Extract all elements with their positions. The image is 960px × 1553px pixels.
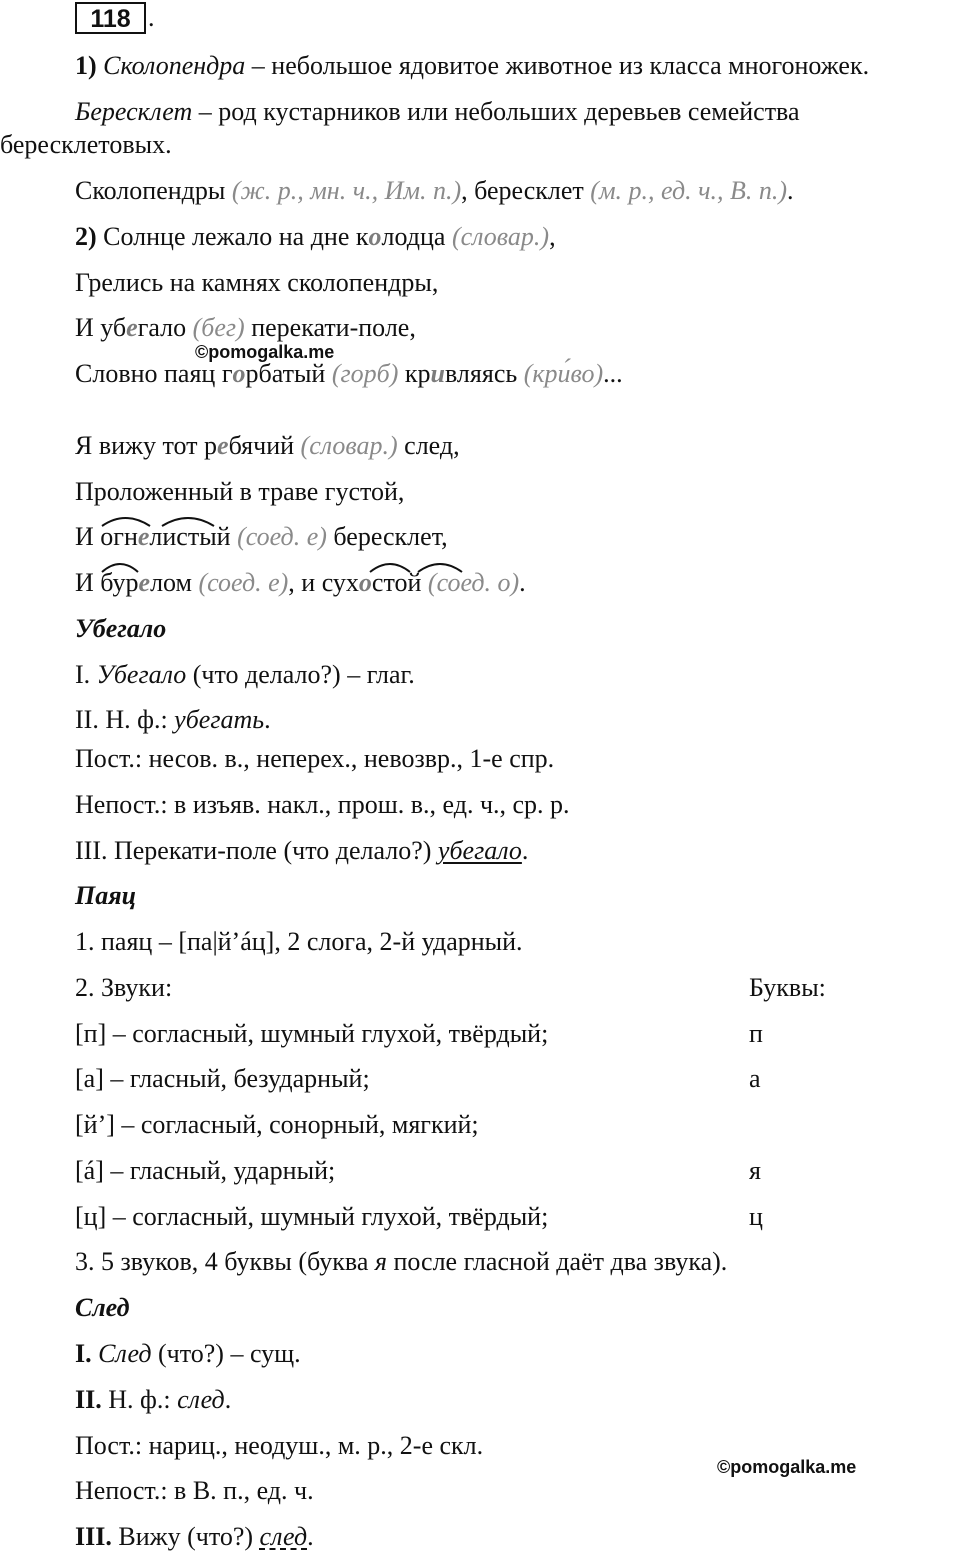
punct: .: [787, 176, 794, 205]
vowel-highlight: е: [126, 313, 138, 342]
punct: .: [519, 568, 526, 597]
text: рбатый: [245, 359, 332, 388]
item-number: 1): [75, 51, 97, 80]
letter-cell: п: [749, 1019, 763, 1048]
text: Солнце лежало на дне к: [96, 222, 369, 251]
sound-row: [ц] – согласный, шумный глухой, твёрдый;: [75, 1202, 549, 1231]
vowel-highlight: о: [232, 359, 246, 388]
predicate: убегало: [437, 836, 522, 865]
note: (словар.): [451, 222, 550, 251]
note: (соед. е): [237, 522, 327, 551]
note: (бег): [192, 313, 245, 342]
punct: .: [224, 1385, 232, 1414]
text: бересклет,: [326, 522, 448, 551]
poem-line-2: Грелись на камнях сколопендры,: [75, 268, 439, 297]
text: после гласной даёт два звука).: [386, 1247, 728, 1276]
text: гало: [137, 313, 193, 342]
letter-cell: а: [749, 1064, 761, 1093]
text: (что делало?) – глаг.: [186, 660, 415, 689]
poem-line-1: [75, 221, 556, 253]
analysis-line: [75, 1384, 231, 1416]
vowel-highlight: о: [358, 568, 372, 597]
poem2-line-4: [75, 567, 526, 599]
analysis-line: [75, 704, 271, 736]
note: (кри́во): [523, 359, 604, 388]
definition-euonymus-cont: бересклетовых.: [0, 130, 172, 159]
phonetic-line: 1. паяц – [па|й’áц], 2 слога, 2-й ударный.: [75, 927, 523, 956]
heading-payats: Паяц: [75, 881, 137, 910]
punct: ,: [549, 222, 556, 251]
text: лодца: [381, 222, 452, 251]
text: вляясь: [445, 359, 524, 388]
grammar-note: (ж. р., мн. ч., Им. п.): [231, 176, 462, 205]
heading-sled: След: [75, 1293, 130, 1322]
grammar-notes: [75, 175, 794, 207]
word: Сколопендры: [75, 176, 232, 205]
text: перекати-поле,: [244, 313, 416, 342]
analysis-line: Пост.: несов. в., неперех., невозвр., 1-е спр.: [75, 744, 555, 773]
watermark: ©pomogalka.me: [195, 342, 335, 362]
roman-numeral: II.: [75, 1385, 102, 1414]
roman-numeral: I.: [75, 660, 97, 689]
vowel-highlight: и: [430, 359, 445, 388]
text: (что?) – сущ.: [151, 1339, 301, 1368]
text: стой: [371, 568, 428, 597]
note: (словар.): [300, 431, 398, 460]
text: лом: [150, 568, 199, 597]
letter: я: [374, 1247, 387, 1276]
analysis-line: [75, 1521, 314, 1553]
poem-line-3: [75, 312, 416, 344]
analysis-line: [75, 1338, 301, 1370]
note: (соед. о): [427, 568, 520, 597]
punct: .: [521, 836, 529, 865]
text: 3. 5 звуков, 4 буквы (буква: [75, 1247, 375, 1276]
letter-cell: я: [749, 1156, 761, 1185]
analysis-line: Непост.: в изъяв. накл., прош. в., ед. ч., ср. р.: [75, 790, 570, 819]
grammar-note: (м. р., ед. ч., В. п.): [590, 176, 788, 205]
text: след,: [397, 431, 460, 460]
roman-numeral: III.: [75, 1522, 112, 1551]
sound-row: [п] – согласный, шумный глухой, твёрдый;: [75, 1019, 549, 1048]
poem2-line-2: Проложенный в траве густой,: [75, 477, 405, 506]
punct: ...: [603, 359, 623, 388]
analysis-line: [75, 835, 528, 867]
poem2-line-1: [75, 430, 460, 462]
note: (соед. е): [198, 568, 289, 597]
term: Бересклет: [75, 97, 193, 126]
sound-row: [а] – гласный, безударный;: [75, 1064, 370, 1093]
definition-scolopendra: [75, 50, 869, 82]
text: Словно паяц г: [75, 359, 233, 388]
word: , бересклет: [461, 176, 591, 205]
item-number: 2): [75, 222, 97, 251]
poem-line-4: [75, 358, 623, 390]
watermark: ©pomogalka.me: [717, 1457, 857, 1477]
sound-row: [й’] – согласный, сонорный, мягкий;: [75, 1110, 479, 1139]
text: бячий: [228, 431, 301, 460]
roman-numeral: I.: [75, 1339, 92, 1368]
task-number-dot: .: [148, 3, 155, 32]
definition: – род кустарников или небольших деревьев семейства: [192, 97, 800, 126]
note: (горб): [331, 359, 399, 388]
vowel-highlight: е: [137, 522, 150, 551]
vowel-highlight: е: [138, 568, 151, 597]
analysis-line: [75, 659, 415, 691]
poem2-line-3: [75, 521, 448, 553]
word: убегать: [174, 705, 265, 734]
text: Н. ф.:: [101, 1385, 178, 1414]
punct: .: [264, 705, 271, 734]
sound-row: [á] – гласный, ударный;: [75, 1156, 336, 1185]
text: И бур: [75, 568, 139, 597]
text: Я вижу тот р: [75, 431, 218, 460]
sounds-label: 2. Звуки:: [75, 973, 173, 1002]
letter-cell: ц: [749, 1202, 763, 1231]
summary-line: [75, 1246, 727, 1278]
punct: .: [307, 1522, 314, 1551]
text: , и сух: [288, 568, 359, 597]
text: II. Н. ф.:: [75, 705, 175, 734]
vowel-highlight: о: [368, 222, 382, 251]
word: След: [91, 1339, 152, 1368]
vowel-highlight: е: [217, 431, 229, 460]
analysis-line: Пост.: нариц., неодуш., м. р., 2-е скл.: [75, 1431, 484, 1460]
text: кр: [398, 359, 431, 388]
letters-label: Буквы:: [749, 973, 826, 1002]
text: И уб: [75, 313, 127, 342]
definition-euonymus: [75, 96, 800, 128]
text: листый: [149, 522, 238, 551]
term: Сколопендра: [103, 51, 246, 80]
object: след: [259, 1522, 308, 1551]
heading-ubegalo: Убегало: [75, 614, 167, 643]
text: III. Перекати-поле (что делало?): [75, 836, 438, 865]
analysis-line: Непост.: в В. п., ед. ч.: [75, 1476, 314, 1505]
word: след: [177, 1385, 225, 1414]
text: Вижу (что?): [111, 1522, 260, 1551]
task-number: 118: [75, 2, 146, 34]
definition: – небольшое ядовитое животное из класса многоножек.: [245, 51, 870, 80]
text: И огн: [75, 522, 138, 551]
word: Убегало: [96, 660, 187, 689]
